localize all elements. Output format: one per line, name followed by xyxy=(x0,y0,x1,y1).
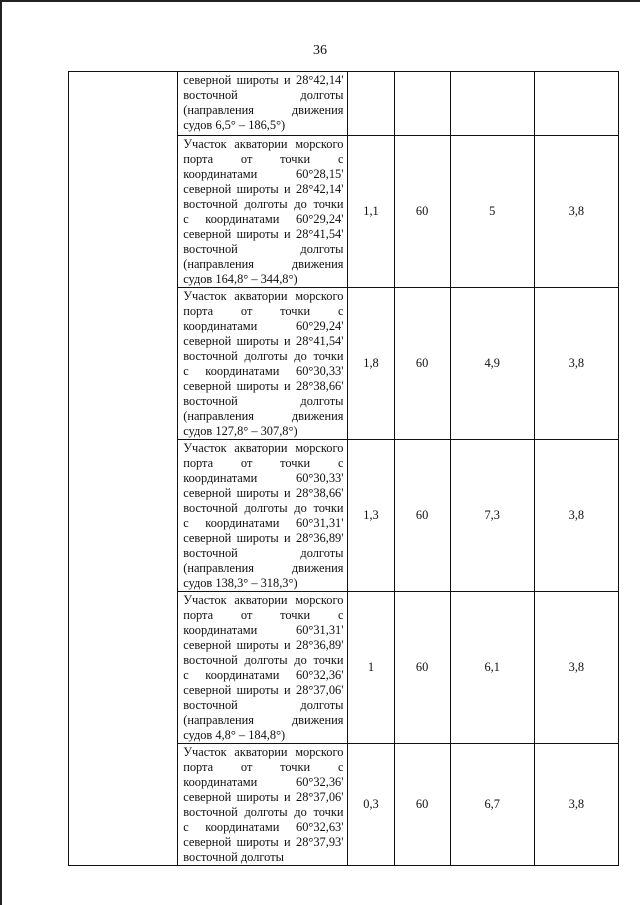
description-line: порта от точки с xyxy=(183,152,344,166)
scan-edge-left xyxy=(0,0,2,905)
description-line: координатами 60°29,24' xyxy=(183,319,344,333)
value-cell-v4: 3,8 xyxy=(534,136,618,288)
area-description-cell xyxy=(178,72,348,136)
value-cell-v4: 3,8 xyxy=(534,440,618,592)
description-line: восточной долготы до точки xyxy=(183,805,344,819)
scan-edge-top xyxy=(0,0,640,2)
area-description-cell xyxy=(178,288,348,440)
description-line: восточной долготы до точки xyxy=(183,197,344,211)
area-description-cell xyxy=(178,744,348,866)
value-cell-v2: 60 xyxy=(394,440,450,592)
description-line: судов 4,8° – 184,8°) xyxy=(183,728,286,742)
area-description-cell xyxy=(178,440,348,592)
value-cell-v2: 60 xyxy=(394,288,450,440)
value-cell-v1: 0,3 xyxy=(348,744,394,866)
value-cell-v4: 3,8 xyxy=(534,744,618,866)
description-line: порта от точки с xyxy=(183,760,344,774)
value-cell-v4: 3,8 xyxy=(534,288,618,440)
page-number: 36 xyxy=(313,43,327,58)
value-cell-v2: 60 xyxy=(394,744,450,866)
description-line: Участок акватории морского xyxy=(183,441,344,455)
description-line: восточной долготы xyxy=(183,698,344,712)
description-line: восточной долготы до точки xyxy=(183,501,344,515)
description-line: с координатами 60°29,24' xyxy=(183,212,344,226)
description-line: (направления движения xyxy=(183,103,344,117)
value-cell-v1: 1,3 xyxy=(348,440,394,592)
description-line: координатами 60°30,33' xyxy=(183,471,344,485)
description-line: восточной долготы xyxy=(183,850,284,864)
table-body xyxy=(69,72,619,866)
description-line: восточной долготы до точки xyxy=(183,653,344,667)
description-line: порта от точки с xyxy=(183,608,344,622)
description-line: порта от точки с xyxy=(183,304,344,318)
regulations-table xyxy=(68,71,619,866)
description-line: северной широты и 28°36,89' xyxy=(183,638,344,652)
description-line: с координатами 60°31,31' xyxy=(183,516,344,530)
description-line: Участок акватории морского xyxy=(183,593,344,607)
value-cell-v1: 1 xyxy=(348,592,394,744)
description-line: с координатами 60°32,63' xyxy=(183,820,344,834)
description-line: северной широты и 28°41,54' xyxy=(183,227,344,241)
description-line: координатами 60°28,15' xyxy=(183,167,344,181)
description-line: Участок акватории морского xyxy=(183,745,344,759)
description-line: с координатами 60°32,36' xyxy=(183,668,344,682)
description-line: восточной долготы xyxy=(183,394,344,408)
value-cell-v3: 7,3 xyxy=(450,440,534,592)
description-line: северной широты и 28°41,54' xyxy=(183,334,344,348)
area-description-cell xyxy=(178,592,348,744)
description-line: судов 138,3° – 318,3°) xyxy=(183,576,298,590)
description-line: северной широты и 28°38,66' xyxy=(183,379,344,393)
description-line: (направления движения xyxy=(183,257,344,271)
value-cell-v3: 4,9 xyxy=(450,288,534,440)
description-line: (направления движения xyxy=(183,561,344,575)
value-cell-v2 xyxy=(394,72,450,136)
value-cell-v3: 6,7 xyxy=(450,744,534,866)
description-line: судов 164,8° – 344,8°) xyxy=(183,272,298,286)
description-line: северной широты и 28°38,66' xyxy=(183,486,344,500)
description-line: северной широты и 28°37,06' xyxy=(183,683,344,697)
description-line: судов 127,8° – 307,8°) xyxy=(183,424,298,438)
description-line: Участок акватории морского xyxy=(183,289,344,303)
description-line: восточной долготы до точки xyxy=(183,349,344,363)
value-cell-v1 xyxy=(348,72,394,136)
description-line: северной широты и 28°37,06' xyxy=(183,790,344,804)
description-line: (направления движения xyxy=(183,409,344,423)
description-line: с координатами 60°30,33' xyxy=(183,364,344,378)
description-line: северной широты и 28°42,14' xyxy=(183,182,344,196)
description-line: порта от точки с xyxy=(183,456,344,470)
description-line: Участок акватории морского xyxy=(183,137,344,151)
value-cell-v4 xyxy=(534,72,618,136)
value-cell-v2: 60 xyxy=(394,136,450,288)
value-cell-v4: 3,8 xyxy=(534,592,618,744)
description-line: судов 6,5° – 186,5°) xyxy=(183,118,286,132)
value-cell-v1: 1,8 xyxy=(348,288,394,440)
value-cell-v3: 5 xyxy=(450,136,534,288)
value-cell-v3 xyxy=(450,72,534,136)
area-description-cell xyxy=(178,136,348,288)
description-line: северной широты и 28°37,93' xyxy=(183,835,344,849)
description-line: координатами 60°31,31' xyxy=(183,623,344,637)
value-cell-v1: 1,1 xyxy=(348,136,394,288)
description-line: восточной долготы xyxy=(183,88,344,102)
table-row xyxy=(69,72,619,136)
value-cell-v2: 60 xyxy=(394,592,450,744)
value-cell-v3: 6,1 xyxy=(450,592,534,744)
description-line: восточной долготы xyxy=(183,242,344,256)
description-line: (направления движения xyxy=(183,713,344,727)
description-line: северной широты и 28°36,89' xyxy=(183,531,344,545)
empty-column-cell xyxy=(69,72,178,866)
description-line: северной широты и 28°42,14' xyxy=(183,73,344,87)
description-line: координатами 60°32,36' xyxy=(183,775,344,789)
description-line: восточной долготы xyxy=(183,546,344,560)
